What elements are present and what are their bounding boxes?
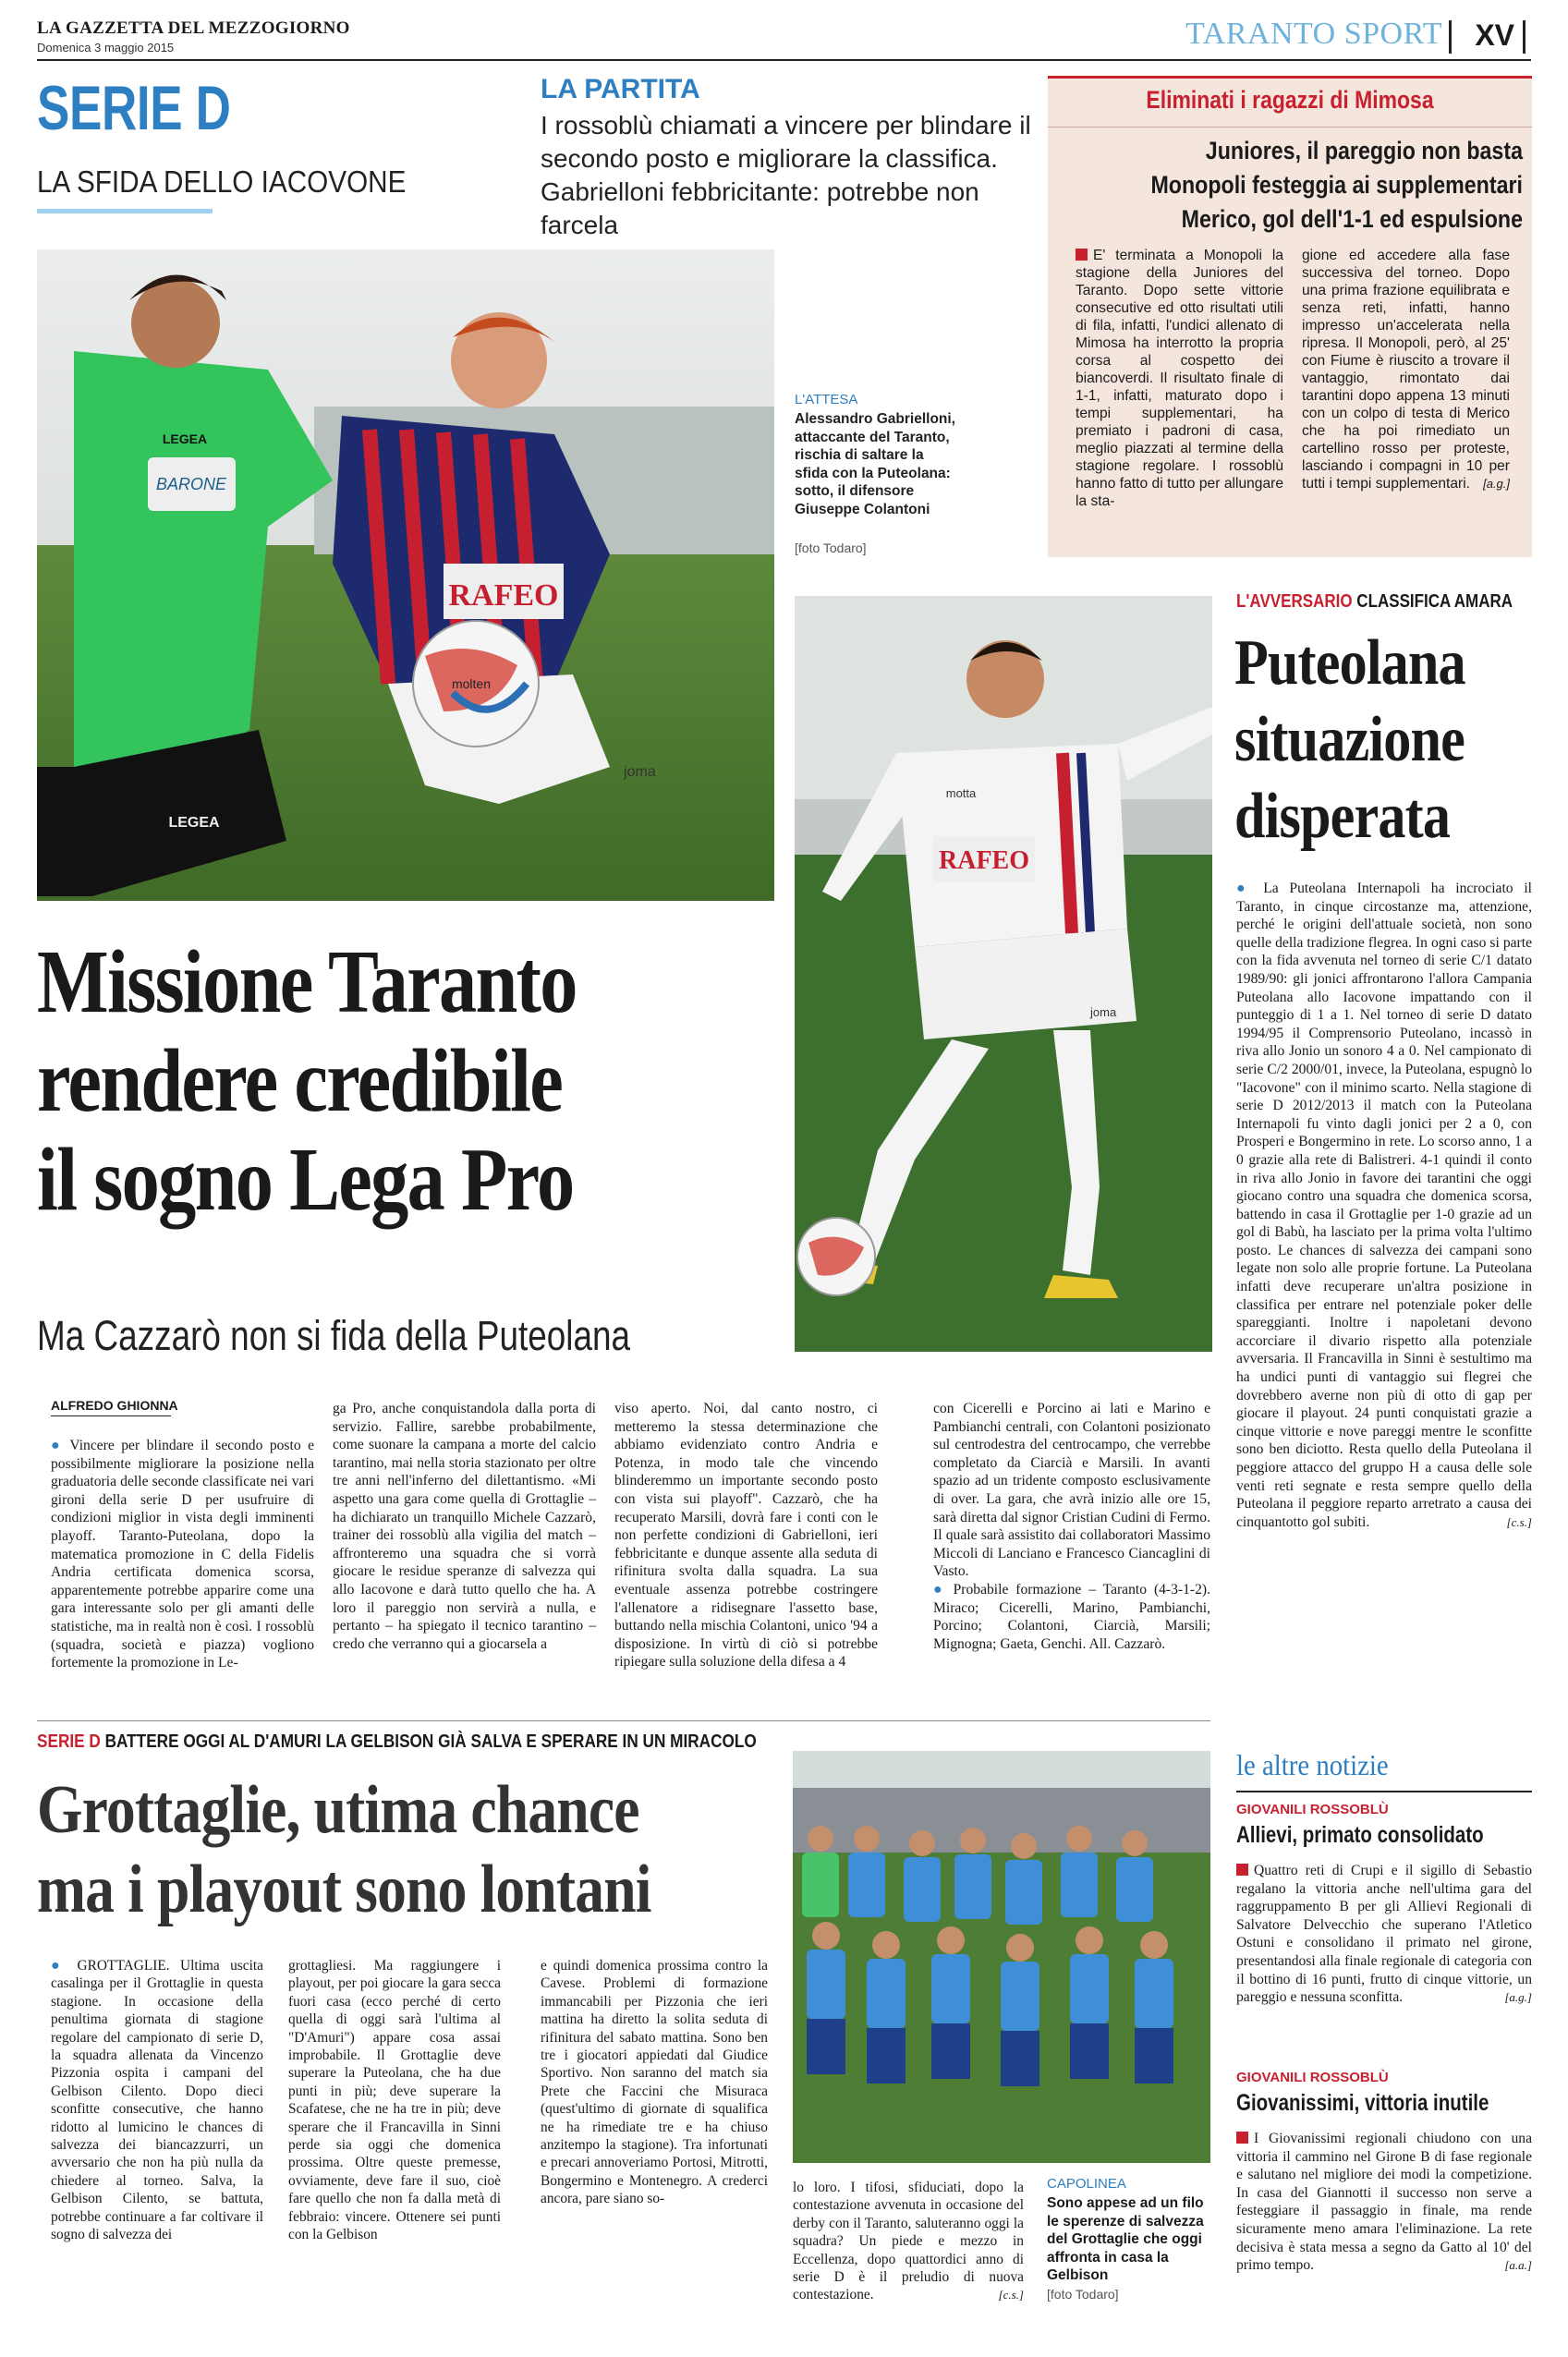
second-photo [795, 596, 1212, 1352]
colantoni-photo [795, 596, 1212, 1352]
masthead [37, 17, 1531, 59]
grottaglie-col-1: ● GROTTAGLIE. Ultima uscita casalinga per il Grottaglie in questa stagione. In occasione della penultima giornata di stagione regolare del campionato di serie D, la squadra allenata da Vincenzo Pizzonia ospita i campani del Gelbison Cilento. Dopo dieci sconfitte consecutive, che hanno ridotto al lumicino le chances di salvezza dei biancazzurri, un avversario che non ha più nulla da chiedere al torneo. Salva, la Gelbison Cilento, se battuta, potrebbe continuare a far coltivare il sogno di salvezza dei [51, 1958, 263, 2243]
team-caption-text: Sono appese ad un filo le sperenze di salvezza del Grottaglie che oggi affronta in casa la Gelbison [1047, 2195, 1204, 2283]
paper-name: LA GAZZETTA DEL MEZZOGIORNO [37, 18, 350, 38]
avversario-headline-line: disperata [1234, 781, 1451, 852]
altre-item-label: GIOVANILI ROSSOBLÙ [1236, 1802, 1389, 1817]
main-text: viso aperto. Noi, dal canto nostro, ci metteremo la stessa determinazione che abbiamo evidenziato contro Andria e Potenza, in modo tale che vincendo blinderemmo un importante secondo posto con vista sui playoff". Cazzarò, che ha recuperato Marsili, dovrà fare i conti con le non perfette condizioni di Gabrielloni, ieri febbricitante e dunque assente alla seduta di rifinitura svolta dalla squadra. La sua eventuale assenza potrebbe costringere l'allenatore a ridisegnare l'assetto base, buttando nella mischia Colantoni, unico '94 a disposizione. In virtù di ciò si potrebbe ripiegare sulla soluzione della difesa a 4 [614, 1401, 878, 1671]
grottaglie-text: GROTTAGLIE. Ultima uscita casalinga per il Grottaglie in questa stagione. In occasione della penultima giornata di stagione regolare del campionato di serie D, la squadra allenata da Vincenzo Pizzonia ospita i campani del Gelbison Cilento. Dopo dieci sconfitte consecutive, che hanno ridotto al lumicino le chances di salvezza dei biancazzurri, un avversario che non ha più nulla da chiedere al torneo. Salva, la Gelbison Cilento, se battuta, potrebbe continuare a far coltivare il sogno di salvezza dei [51, 1958, 263, 2243]
altre-item-title: Giovanissimi, vittoria inutile [1236, 2090, 1489, 2116]
grottaglie-headline-line: Grottaglie, utima chance [37, 1772, 639, 1848]
kicker-red: SERIE D [37, 1731, 101, 1752]
main-col-3 [614, 1400, 878, 1671]
caption-label: L'ATTESA [795, 392, 858, 407]
league-subtitle: LA SFIDA DELLO IACOVONE [37, 164, 407, 199]
grottaglie-col-2 [288, 1957, 501, 2244]
players-photo [37, 249, 774, 901]
main-col-4: con Cicerelli e Porcino ai lati e Marino e Pambianchi centrali, con Colantoni posizionato sul centrodestra del centrocampo, che verrebbe completato da Ciarcià e Marsili. In avanti spazio ad un tridente composto esclusivamente di over. La gara, che avrà inizio alle ore 15, sarà diretta dal signor Cristian Cudini di Fermo. Il quale sarà assistito dai collaboratori Massimo Miccoli di Lanciano e Francesco Ciancaglini di Vasto. ● Probabile formazione – Taranto (4-3-1-2). Miraco; Cicerelli, Marino, Pambianchi, Porcino; Colantoni, Ciarcià, Marsili; Mignogna; Gaeta, Genchi. All. Cazzarò. [933, 1401, 1210, 1652]
kicker-red: L'AVVERSARIO [1236, 591, 1353, 612]
juniores-col-1 [1076, 247, 1283, 510]
juniores-text: gione ed accedere alla fase successiva del torneo. Dopo una prima frazione equilibrata e senza reti, infatti, hanno impresso un'accelerata nella ripresa. Il Monopoli, però, al 25' con Fiume è riuscito a trovare il vantaggio, rimontato dai tarantini dopo appena 13 minuti con un colpo di testa di Merico che ha poi rimediato un cartellino rosso per proteste, lasciando i compagni in 10 per tutti i tempi supplementari. [1302, 248, 1510, 492]
league-kicker: SERIE D [37, 73, 231, 143]
section-name: TARANTO SPORT [1185, 17, 1442, 51]
grottaglie-headline [37, 1770, 751, 1929]
motta-logo: motta [945, 786, 977, 800]
kicker-black: CLASSIFICA AMARA [1356, 591, 1513, 612]
partita-label: LA PARTITA [541, 74, 700, 104]
team-caption-credit: [foto Todaro] [1047, 2287, 1119, 2302]
main-headline-line: Missione Taranto [37, 932, 577, 1032]
grottaglie-kicker [37, 1731, 757, 1753]
grottaglie-col-3 [541, 1957, 768, 2208]
altre-item-title: Allievi, primato consolidato [1236, 1822, 1484, 1848]
juniores-text: E' terminata a Monopoli la stagione della Juniores del Taranto. Dopo sette vittorie consecutive ed otto risultati utili di fila, infatti, l'undici allenato di Mimosa ha interrotto la propria corsa al cospetto dei biancoverdi. Il risultato finale di 1-1, infatti, maturato dopo i tempi supplementari, ha premiato i padroni di casa, meglio piazzati al termine della stagione regolare. I rossoblù hanno fatto di tutto per allungare la sta- [1076, 248, 1283, 509]
main-text: ga Pro, anche conquistandola dalla porta di servizio. Fallire, sarebbe probabilmente, come suonare la campana a morte del calcio tarantino, mai nella storia stazionato per oltre tre anni nell'inferno del dilettantismo. «Mi aspetto una gara come quella di Grottaglie – ha dichiarato un tranquillo Michele Cazzarò, trainer dei rossoblù alla vigilia del match – affronteremo una squadra che si vorrà giocare le residue speranze di salvezza qui allo Iacovone e darà tutto quello che ha. A loro il pareggio non servirà a nulla, e pertanto – ha spiegato il tecnico tarantino – credo che verranno qui a giocarsela a [333, 1401, 596, 1652]
grottaglie-text: e quindi domenica prossima contro la Cavese. Problemi di formazione immancabili per Pizzonia che ieri mattina ha diretto la solita seduta di rifinitura del sabato mattina. Sono ben tre i giocatori appiedati dal Giudice Sportivo. Non saranno del match sia Prete che Faccini che Misuraca (quest'ultimo di giornate di squalifica ne ha rimediate tre e ha chiuso anzitempo la stagione). Tra infortunati e precari annoveriamo Portosi, Mitrotti, Bongermino e Montenegro. A crederci ancora, pare siano so- [541, 1958, 768, 2207]
altre-title: le altre notizie [1236, 1748, 1389, 1781]
signature: [a.g.] [1483, 477, 1510, 491]
caption-text: Alessandro Gabrielloni, attaccante del Taranto, rischia di saltare la sfida con la Puteolana: sotto, il difensore Giuseppe Colantoni [795, 411, 955, 517]
team-photo-image [793, 1751, 1210, 2163]
issue-date: Domenica 3 maggio 2015 [37, 41, 175, 55]
legea-shorts-logo: LEGEA [168, 815, 220, 831]
team-photo [793, 1751, 1210, 2163]
juniores-col-2 [1302, 247, 1510, 492]
joma-logo: joma [1090, 1005, 1117, 1019]
avversario-headline-line: Puteolana [1234, 627, 1465, 699]
kicker-black: BATTERE OGGI AL D'AMURI LA GELBISON GIÀ SALVA E SPERARE IN UN MIRACOLO [104, 1731, 757, 1752]
grottaglie-text: lo loro. I tifosi, sfiduciati, dopo la contestazione avvenuta in occasione del derby con il Taranto, saluteranno oggi la squadra? Un piede e mezzo in Eccellenza, dopo quattordici anno di serie D è il preludio di nuova contestazione. [793, 2180, 1024, 2303]
page-number: XV [1475, 18, 1514, 52]
barone-logo: BARONE [155, 475, 227, 493]
rafeo-logo: RAFEO [448, 578, 559, 613]
avversario-headline-line: situazione [1234, 704, 1465, 775]
grottaglie-headline-line: ma i playout sono lontani [37, 1852, 651, 1927]
main-text: Vincere per blindare il secondo posto e possibilmente migliorare la posizione nella graduatoria delle seconde classificate nei vari gironi della serie D per usufruire di condizioni miglior in vista degli imminenti playoff. Taranto-Puteolana, dopo la matematica promozione in C della Fidelis Andria certificata domenica scorsa, apparentemente potrebbe apparire come una gara interessante solo per gli amanti delle statistiche, ma in realtà non è così. I rossoblù (squadra, società e piazza) vogliono fortemente la promozione in Le- [51, 1438, 314, 1671]
signature: [a.a.] [1504, 2258, 1532, 2273]
signature: [c.s.] [1506, 1514, 1532, 1529]
molten-logo: molten [451, 676, 492, 691]
grottaglie-col-4 [793, 2179, 1024, 2304]
caption-credit: [foto Todaro] [795, 541, 867, 555]
main-headline-line: rendere credibile [37, 1031, 563, 1131]
altre-item-text [1236, 2130, 1532, 2275]
rafeo-logo: RAFEO [939, 846, 1029, 875]
altre-text: I Giovanissimi regionali chiudono con una vittoria il cammino nel Girone B di fase regionale e salutano nel migliore dei modi la competizione. In casa del Giannotti il successo non serve a festeggiare il passaggio in finale, ma rende sicuramente meno amara l'eliminazione. La rete decisiva è stata messa a segno da Gatto al 10' del primo tempo. [1236, 2131, 1532, 2274]
avversario-text: La Puteolana Internapoli ha incrociato il Taranto, in cinque circostanze ma, attenzione, perché le origini dell'attuale società, non sono quelle della tradizione flegrea. In ogni caso si parte con la fida avvenuta nel torneo di serie C/1 datato 1989/90: gli jonici affrontarono l'allora Campania Puteolana allo Iacovone impattando con il punteggio di 1 a 1. Nel torneo di serie D datato 1994/95 il Comprensorio Puteolano, incassò in riva allo Jonio un sonoro 4 a 0. Nel campionato di serie C/2 2000/01, invece, la Puteolana, espugnò lo "Iacovone" con il minimo scarto. Nella stagione di serie D 2012/2013 il match con la Puteolana Internapoli fu vinto dagli jonici per 2 a 0, con Prosperi e Bongermino in rete. Lo scorso anno, 1 a 0 grazie alla rete di Balistreri. 4-1 quindi il conto in riva allo Jonio in favore dei tarantini che oggi giocano contro una squadra che domenica scorsa, battendo in casa il Grottaglie per 1-0 grazie ad un gol di Babù, ha lasciato per la prima volta l'ultimo posto. Le chances di salvezza dei campani sono legate non solo alle proprie fortune. La Puteolana infatti deve recuperare un'altra posizione in classifica per entrare nel potenziale poker delle spareggianti. Inoltre i napoletani devono accorciare il divario rispetto alla potenziale avversaria. Il Francavilla in Sinni è sestultimo ma ha undici punti di vantaggio sui flegrei che dovrebbero averne non più di otto di gap per giocare il playout. 24 punti conquistati grazie a cinque vittorie e nove pareggi mentre le sconfitte sono ben diciotto. Resta quello della Puteolana il peggiore attacco del gruppo H a causa delle sole venti reti segnate e resta sempre quello della Puteolana il peggiore reparto arretrato a causa dei cinquantotto gol subiti. [1236, 881, 1532, 1530]
joma-logo: joma [624, 764, 656, 780]
main-col-1: ● Vincere per blindare il secondo posto e possibilmente migliorare la posizione nella graduatoria delle seconde classificate nei vari gironi della serie D per usufruire di condizioni miglior in vista degli imminenti playoff. Taranto-Puteolana, dopo la matematica promozione in C della Fidelis Andria certificata domenica scorsa, apparentemente potrebbe apparire come una gara interessante solo per gli amanti delle statistiche, ma in realtà non è così. I rossoblù (squadra, società e piazza) vogliono fortemente la promozione in Le- [51, 1438, 314, 1671]
main-headline-line: il sogno Lega Pro [37, 1130, 574, 1230]
altre-item-label: GIOVANILI ROSSOBLÙ [1236, 2070, 1389, 2085]
legea-logo: LEGEA [162, 431, 208, 446]
altre-text: Quattro reti di Crupi e il sigillo di Sebastio regalano la vittoria anche nell'ultima gara del raggruppamento B per gli Allievi Regionali di Salvatore Delvecchio che superano l'Atletico Ostuni e consolidano il primato nel girone, presentandosi alla finale regionale di categoria con il bottino di 16 punti, frutto di cinque vittorie, un pareggio e nessuna sconfitta. [1236, 1863, 1532, 2006]
team-caption-label: CAPOLINEA [1047, 2176, 1126, 2192]
signature: [c.s.] [998, 2288, 1024, 2302]
juniores-box [1048, 76, 1532, 557]
juniores-headline-line: Juniores, il pareggio non basta [1205, 137, 1523, 164]
signature: [a.g.] [1504, 1990, 1532, 2005]
main-deck: Ma Cazzarò non si fida della Puteolana [37, 1312, 631, 1359]
juniores-kicker: Eliminati i ragazzi di Mimosa [1146, 86, 1434, 114]
avversario-headline [1234, 625, 1502, 855]
author: ALFREDO GHIONNA [51, 1398, 178, 1413]
main-formation: Probabile formazione – Taranto (4-3-1-2). Miraco; Cicerelli, Marino, Pambianchi, Porcino; Colantoni, Ciarcià, Marsili; Mignogna; Gaeta, Genchi. All. Cazzarò. [933, 1581, 1210, 1652]
grottaglie-text: grottagliesi. Ma raggiungere i playout, per poi giocare la gara secca fuori casa (ecco perché di certo quella di oggi sarà l'ultima al "D'Amuri") appare cosa assai improbabile. Il Grottaglie deve superare la Puteolana, che ha due punti in più; deve superare la Scafatese, che ne ha tre in più; deve sperare che il Francavilla in Sinni perde sia oggi che domenica prossima. Oltre queste premesse, ovviamente, deve fare il suo, cioè fare quello che non fa dalla metà di febbraio: vincere. Ottenere sei punti con la Gelbison [288, 1958, 501, 2243]
main-col-2 [333, 1400, 596, 1653]
juniores-headline-line: Monopoli festeggia ai supplementari [1150, 171, 1523, 199]
altre-item-text [1236, 1862, 1532, 2007]
avversario-kicker [1236, 591, 1513, 613]
main-headline [37, 933, 776, 1230]
avversario-col: ● La Puteolana Internapoli ha incrociato il Taranto, in cinque circostanze ma, attenzione, perché le origini dell'attuale società, non sono quelle della tradizione flegrea. In ogni caso si parte con la fida avvenuta nel torneo di serie C/1 datato 1989/90: gli jonici affrontarono l'allora Campania Puteolana allo Iacovone impattando con il punteggio di 1 a 1. Nel torneo di serie D datato 1994/95 il Comprensorio Puteolano, incassò in riva allo Jonio un sonoro 4 a 0. Nel campionato di serie C/2 2000/01, invece, la Puteolana, espugnò lo "Iacovone" con il minimo scarto. Nella stagione di serie D 2012/2013 il match con la Puteolana Internapoli fu vinto dagli jonici per 2 a 0, con Prosperi e Bongermino in rete. Lo scorso anno, 1 a 0 grazie alla rete di Balistreri. 4-1 quindi il conto in riva allo Jonio in favore dei tarantini che oggi giocano contro una squadra che domenica scorsa, battendo in casa il Grottaglie per 1-0 grazie ad un gol di Babù, ha lasciato per la prima volta l'ultimo posto. Le chances di salvezza dei campani sono legate non solo alle proprie fortune. La Puteolana infatti deve recuperare un'altra posizione in classifica per entrare nel potenziale poker delle spareggianti. Inoltre i napoletani devono accorciare il divario rispetto alla potenziale avversaria. Il Francavilla in Sinni è sestultimo ma ha undici punti di vantaggio sui flegrei che dovrebbero averne non più di otto di gap per giocare il playout. 24 punti conquistati grazie a cinque vittorie e nove pareggi mentre le sconfitte sono ben diciotto. Resta quello della Puteolana il peggiore attacco del gruppo H a causa delle sole venti reti segnate e resta sempre quello della Puteolana il peggiore reparto arretrato a causa dei cinquantotto gol subiti. [c.s.] [1236, 881, 1532, 1530]
main-text: con Cicerelli e Porcino ai lati e Marino e Pambianchi centrali, con Colantoni posizionato sul centrodestra del centrocampo, che verrebbe completato da Ciarcià e Marsili. In avanti spazio ad un tridente composto esclusivamente di over. La gara, che avrà inizio alle ore 15, sarà diretta dal signor Cristian Cudini di Fermo. Il quale sarà assistito dai collaboratori Massimo Miccoli di Lanciano e Francesco Ciancaglini di Vasto. [933, 1401, 1210, 1580]
partita-text: I rossoblù chiamati a vincere per blindare il secondo posto e migliorare la classifica. Gabrielloni febbricitante: potrebbe non farcela [541, 111, 1031, 239]
juniores-headline [1057, 134, 1523, 237]
main-photo [37, 249, 774, 901]
juniores-headline-line: Merico, gol dell'1-1 ed espulsione [1181, 205, 1523, 233]
